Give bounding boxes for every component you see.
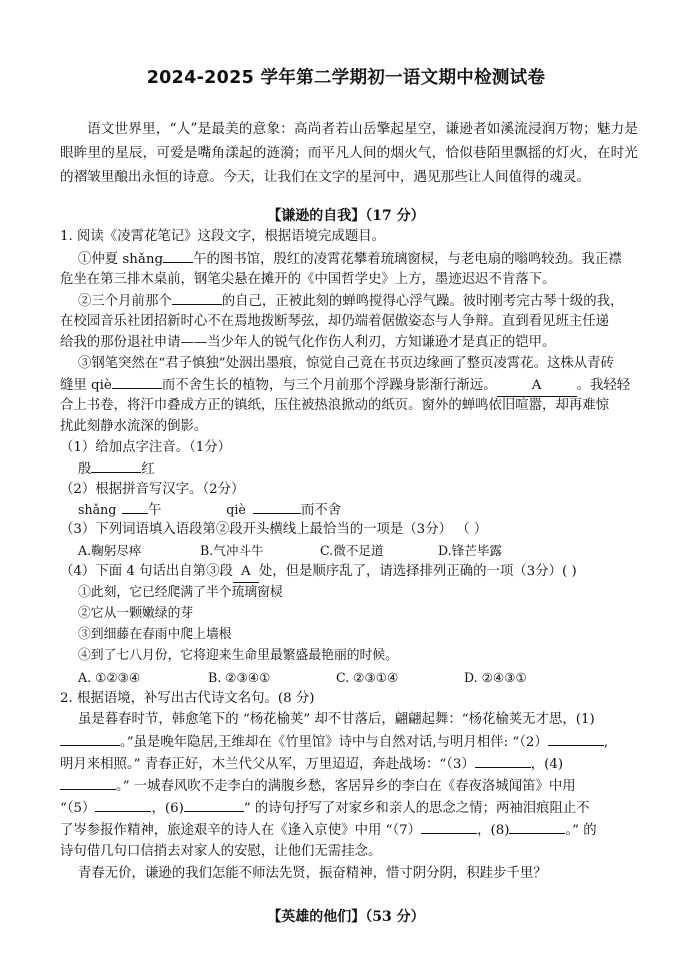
poem-line: 了岑参报作精神，旅途艰辛的诗人在《逢入京使》中用 “（7） ，(8) 。” 的 [60,820,640,841]
answer-blank-a: A [233,562,259,583]
sentence-1: ①此刻，它已经爬满了半个琉璃窗棂 [78,585,283,600]
sub-question-1: （1）给加点字注音。（1分） [60,440,232,455]
passage-line: 给我的那份退社申请——当少年人的锐气化作伤人利刃，方知谦逊才是真正的铠甲。 [60,335,556,350]
option-a[interactable]: A.鞠躬尽瘁 [78,543,142,558]
answer-blank[interactable] [60,776,116,790]
passage-line: 扰此刻静水流深的倒影。 [60,419,208,434]
answer-blank[interactable] [91,459,141,473]
sub-question-3-options [78,541,658,561]
sentence-3: ③到细藤在春雨中爬上墙根 [78,627,232,642]
answer-blank[interactable] [548,732,604,746]
intro-paragraph: 语文世界里，“人”是最美的意象：高尚者若山岳擎起星空，谦逊者如溪流浸润万物；魅力是眼眸里的星辰，可爱是嘴角漾起的涟漪；而平凡人间的烟火气，恰似巷陌里飘摇的灯火，在时光的褶皱里酿出永恒的诗意。今天，让我们在文字的星河中，遇见那些让人间值得的魂灵。 [60,121,638,185]
sub-question-1-answer: 殷 红 [78,459,658,480]
answer-blank[interactable] [95,798,151,812]
option-a[interactable]: A. ①②③④ [78,670,141,685]
sub-question-2: （2）根据拼音写汉字。（2分） [60,482,245,497]
passage-line: 合上书卷，将汗巾叠成方正的镇纸，压住被热浪掀动的纸页。窗外的蝉鸣依旧喧嚣，却再难惊 [60,398,610,413]
answer-blank[interactable] [163,249,193,263]
sub-question-4: （4）下面 4 句话出自第③段 A 处，但是顺序乱了，请选择排列正确的一项（3分）( ) [60,562,640,583]
answer-blank[interactable] [421,820,477,834]
option-b[interactable]: B.气冲斗牛 [200,543,264,558]
answer-blank[interactable] [184,798,244,812]
answer-blank[interactable] [475,754,531,768]
passage-line: 危坐在第三排木桌前，钢笔尖悬在摊开的《中国哲学史》上方，墨迹迟迟不肯落下。 [60,272,556,287]
passage-line: ②三个月前那个 的自己，正被此刻的蝉鸣搅得心浮气躁。彼时刚考完古琴十级的我， [78,291,658,312]
question-2-stem: 2. 根据语境，补写出古代诗文名句。(8 分) [60,691,315,706]
answer-blank[interactable] [60,732,120,746]
poem-line: 明月来相照。” 青春正好，木兰代父从军，万里迢迢，奔赴战场：“（3） ，(4) [60,754,640,775]
sub-question-2-blank-2: 而不舍 [253,500,692,521]
passage-line: 缝里 qiè 而不舍生长的植物，与三个月前那个浮躁身影渐行渐远。 A 。我轻轻 [60,375,640,397]
passage-line: ①仲夏 shǎng 午的图书馆，殷红的凌霄花攀着琉璃窗棂，与老电扇的嗡鸣较劲。我正襟 [78,249,658,270]
option-c[interactable]: C. ②③①④ [336,670,399,685]
answer-blank[interactable] [112,375,162,389]
poem-line: 。”虽是晚年隐居,王维却在《竹里馆》诗中与自然对话,与明月相伴: “（2） , [60,732,640,753]
sentence-2: ②它从一颗嫩绿的芽 [78,606,194,621]
passage-line: 在校园音乐社团招新时心不在焉地拨断琴弦，却仍端着倨傲姿态与人争辩。直到看见班主任递 [60,314,610,329]
answer-blank[interactable] [172,291,222,305]
poem-line: 。” 一城春风吹不走李白的满腹乡愁，客居异乡的李白在《春夜洛城闻笛》中用 [60,776,640,797]
closing-paragraph: 青春无价，谦逊的我们怎能不师法先贤，振奋精神，惜寸阴分阴，积跬步千里？ [78,866,547,881]
answer-blank[interactable] [509,820,565,834]
option-b[interactable]: B. ②③④① [208,670,271,685]
poem-line: “（5） ，(6) ” 的诗句抒写了对家乡和亲人的思念之情；两袖泪痕阻止不 [60,798,640,819]
answer-blank-a[interactable]: A [497,376,577,397]
poem-line: 虽是暮春时节，韩愈笔下的 “杨花榆荚” 却不甘落后，翩翩起舞：“杨花榆荚无才思，(1) [78,712,595,727]
sub-question-2-pinyin: shǎng qiè [78,502,246,517]
option-d[interactable]: D. ②④③① [464,670,527,685]
sub-question-2-blank-1: 午 [122,500,692,521]
sub-question-3: （3）下列词语填入语段第②段开头横线上最恰当的一项是（3分） （ ） [60,522,488,537]
sentence-4: ④到了七八月份，它将迎来生命里最繁盛最艳丽的时候。 [78,648,398,663]
exam-title: 2024-2025 学年第二学期初一语文期中检测试卷 [146,68,546,88]
passage-line: ③钢笔突然在“君子慎独”处洇出墨痕，惊觉自己竟在书页边缘画了整页凌霄花。这株从青砖 [78,356,614,371]
section-heading-2: 【英雄的他们】（53 分） [267,909,425,925]
option-c[interactable]: C.微不足道 [320,543,384,558]
question-1-stem: 1. 阅读《凌霄花笔记》这段文字，根据语境完成题目。 [60,229,386,244]
poem-line: 诗句借几句口信捎去对家人的安慰，让他们无需挂念。 [60,844,382,859]
section-heading-1: 【谦逊的自我】（17 分） [267,208,425,224]
option-d[interactable]: D.锋芒毕露 [438,543,503,558]
sub-question-4-options [78,668,658,688]
